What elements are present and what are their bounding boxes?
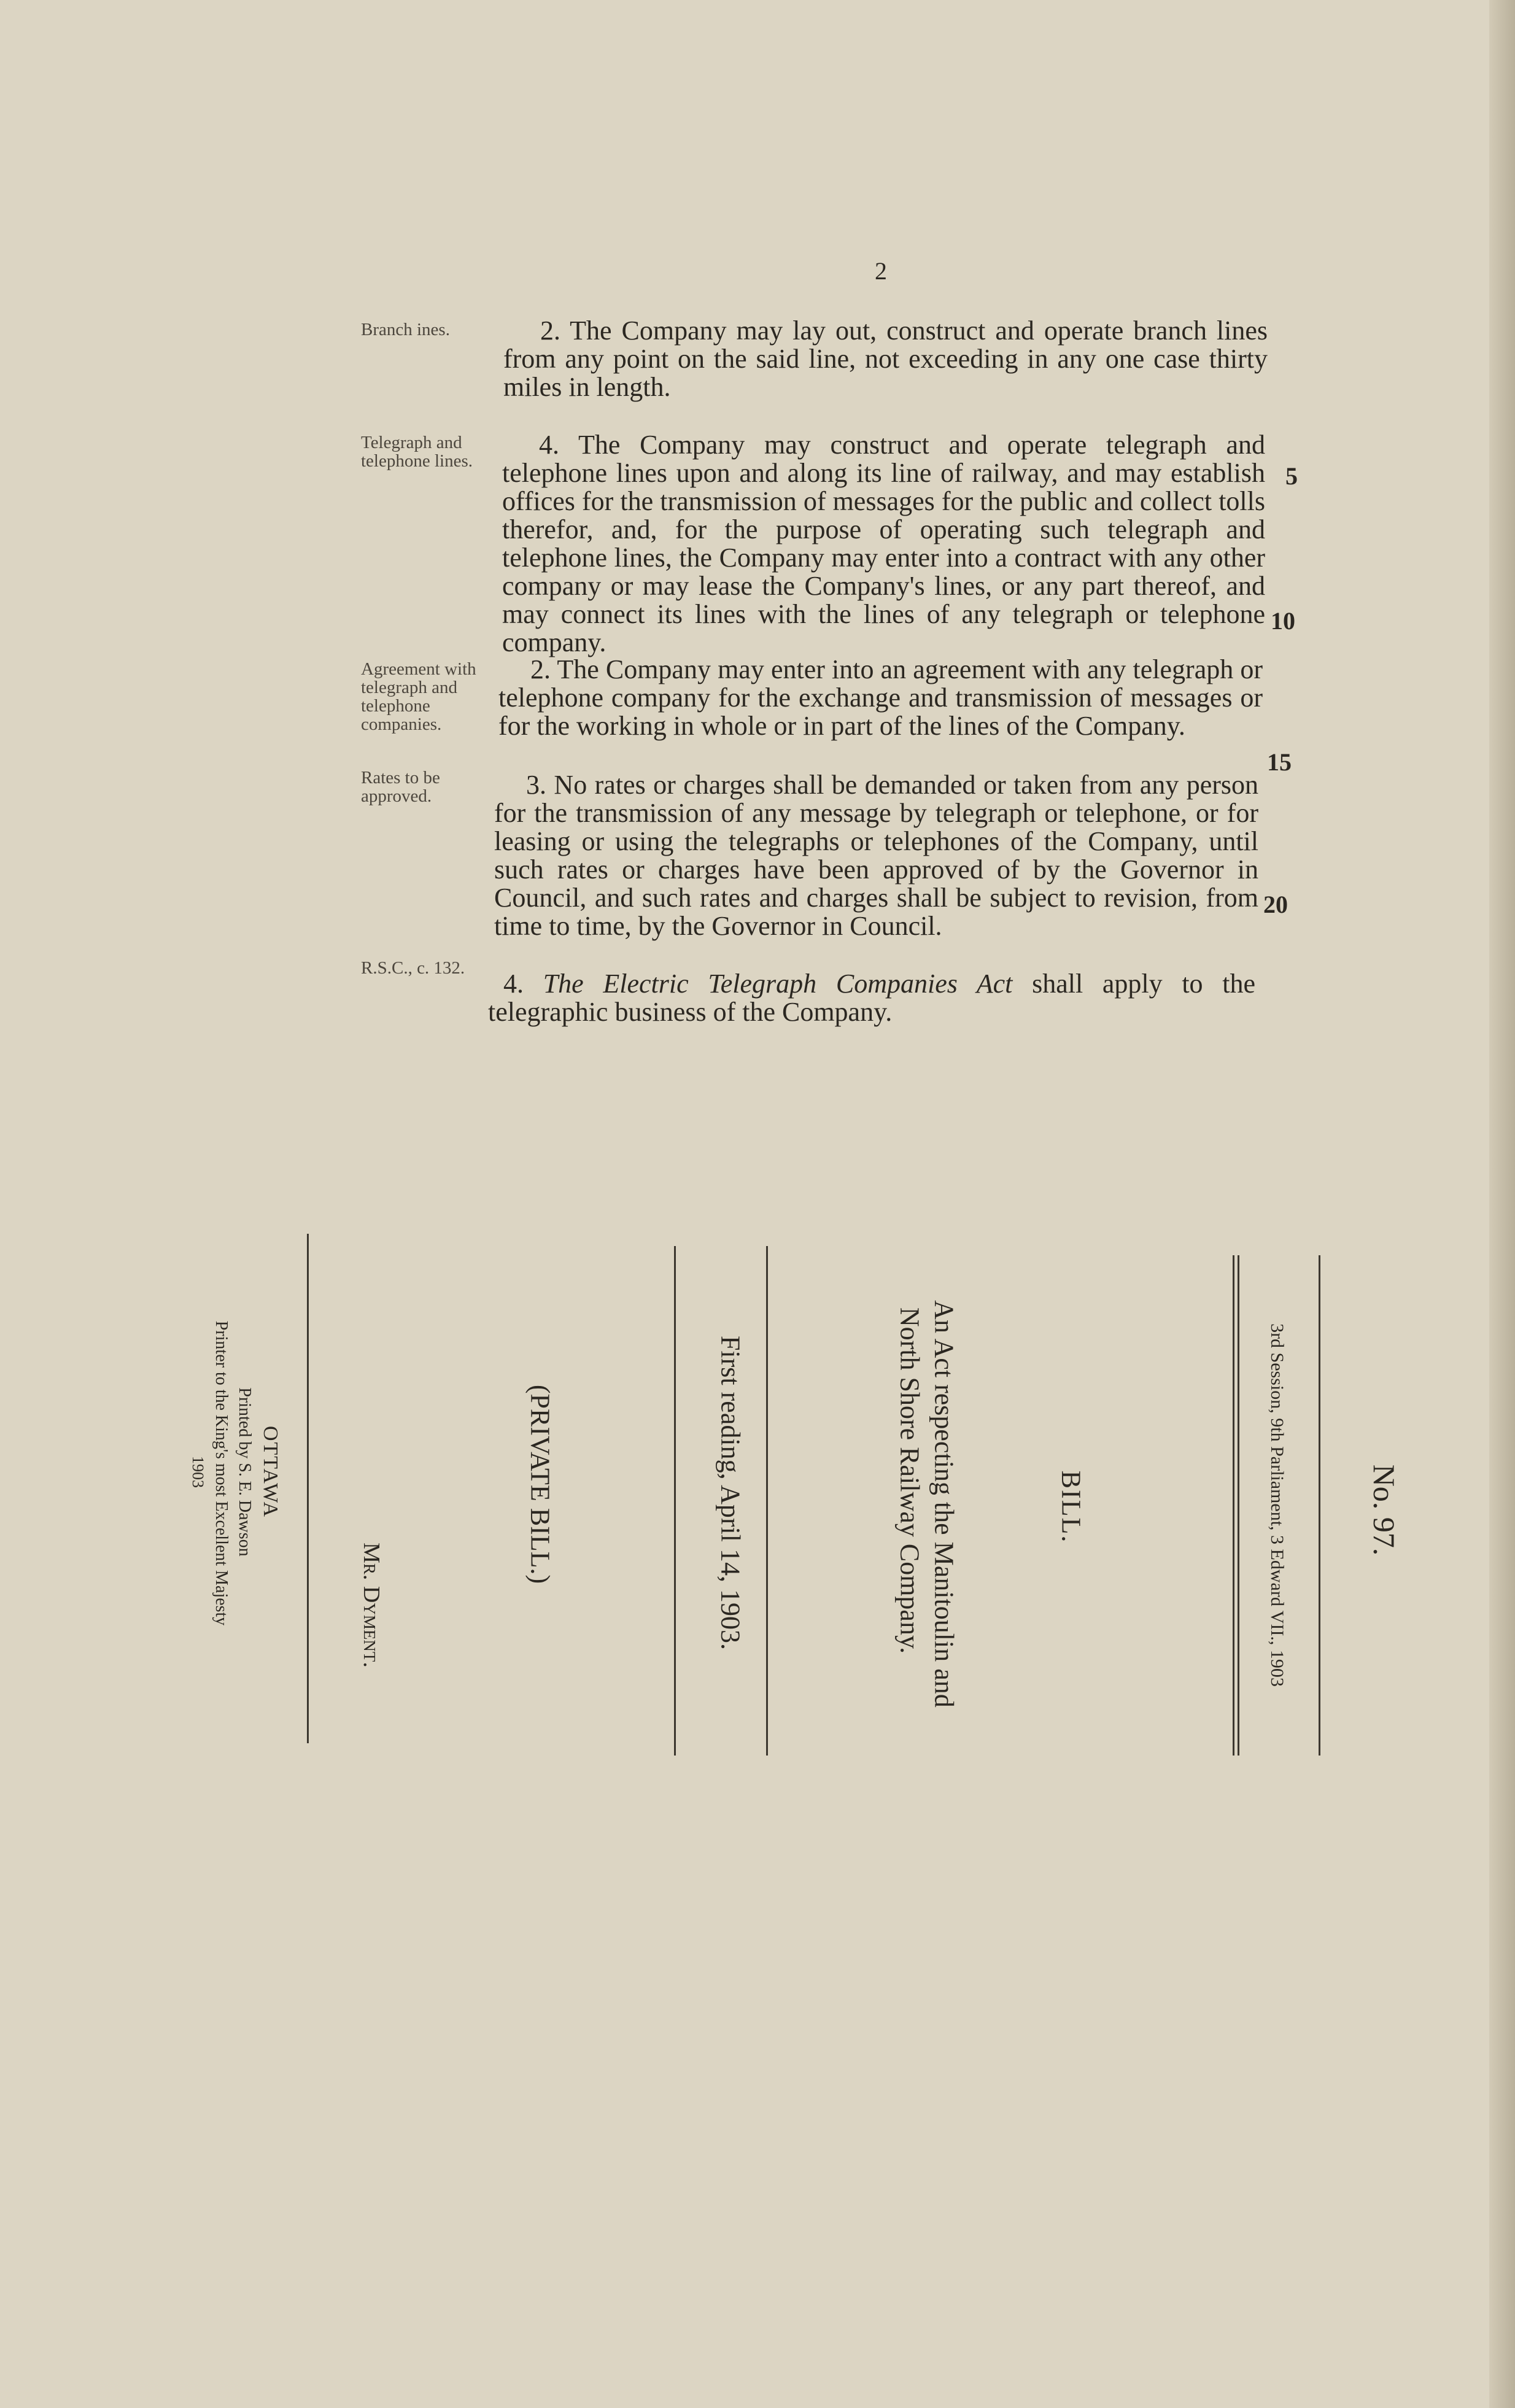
line-number-20: 20 — [1263, 891, 1288, 918]
line-number-15: 15 — [1267, 748, 1292, 776]
act-title: The Electric Telegraph Companies Act — [543, 969, 1013, 999]
city: OTTAWA — [259, 1425, 282, 1519]
cover-rule — [1319, 1255, 1320, 1756]
bill-number: No. 97. — [1367, 1464, 1401, 1556]
bill-label: BILL. — [1056, 1470, 1087, 1544]
bill-title-line1: An Act respecting the Manitoulin and — [929, 1300, 959, 1708]
sidenote-agreement: Agreement with telegraph and telephone companies. — [361, 659, 476, 734]
sidenote-rates: Rates to be approved. — [361, 768, 440, 806]
section-suffix: shall apply to the telegraphic business of the Company. — [488, 969, 1256, 1027]
bill-title-line2: North Shore Railway Company. — [894, 1307, 925, 1654]
section-prefix: 4. — [503, 969, 543, 999]
first-reading: First reading, April 14, 1903. — [715, 1335, 746, 1651]
section-agreement: 2. The Company may enter into an agreement with any telegraph or telephone company for the exchange and transmission of messages or for the working in whole or in part of the lines of the Company. — [498, 654, 1263, 741]
print-year: 1903 — [189, 1456, 207, 1488]
member-name: Mr. Dyment. — [358, 1543, 384, 1668]
session-info: 3rd Session, 9th Parliament, 3 Edward VII., 1903 — [1267, 1323, 1287, 1687]
line-number-5: 5 — [1285, 462, 1298, 490]
page-edge — [1489, 0, 1515, 2408]
section-rates: 3. No rates or charges shall be demanded or taken from any person for the transmission of any message by telegraph or telephone, or for leasing or using the telegraphs or telephones of the Company, until such rates or charges have been approved of by the Governor in Council, and such rates and charges shall be subject to revision, from time to time, by the Governor in Council. — [494, 770, 1258, 941]
sidenote-branch-lines: Branch ines. — [361, 320, 450, 339]
page-number: 2 — [875, 257, 887, 285]
cover-rule — [674, 1246, 676, 1756]
sidenote-rsc: R.S.C., c. 132. — [361, 958, 465, 978]
private-bill-label: (PRIVATE BILL.) — [525, 1384, 556, 1584]
printed-by: Printed by S. E. Dawson — [235, 1387, 254, 1557]
cover-rule — [766, 1246, 768, 1756]
cover-rule — [307, 1234, 309, 1743]
section-electric-telegraph-act — [488, 970, 1255, 1026]
line-number-10: 10 — [1271, 607, 1295, 635]
cover-rule — [1238, 1255, 1239, 1756]
printer-title: Printer to the King's most Excellent Majesty — [212, 1320, 231, 1626]
sidenote-telegraph-lines: Telegraph and telephone lines. — [361, 433, 473, 471]
section-telegraph-lines: 4. The Company may construct and operate telegraph and telephone lines upon and along its line of railway, and may establish offices for the transmission of messages for the public and collect tolls therefor, and, for the purpose of operating such telegraph and telephone lines, the Company may enter into a contract with any other company or may lease the Company's lines, or any part thereof, and may connect its lines with the lines of any telegraph or telephone company. — [502, 430, 1265, 657]
section-branch-lines: 2. The Company may lay out, construct and operate branch lines from any point on the said line, not exceeding in any one case thirty miles in length. — [503, 316, 1268, 402]
cover-rule — [1233, 1255, 1234, 1756]
